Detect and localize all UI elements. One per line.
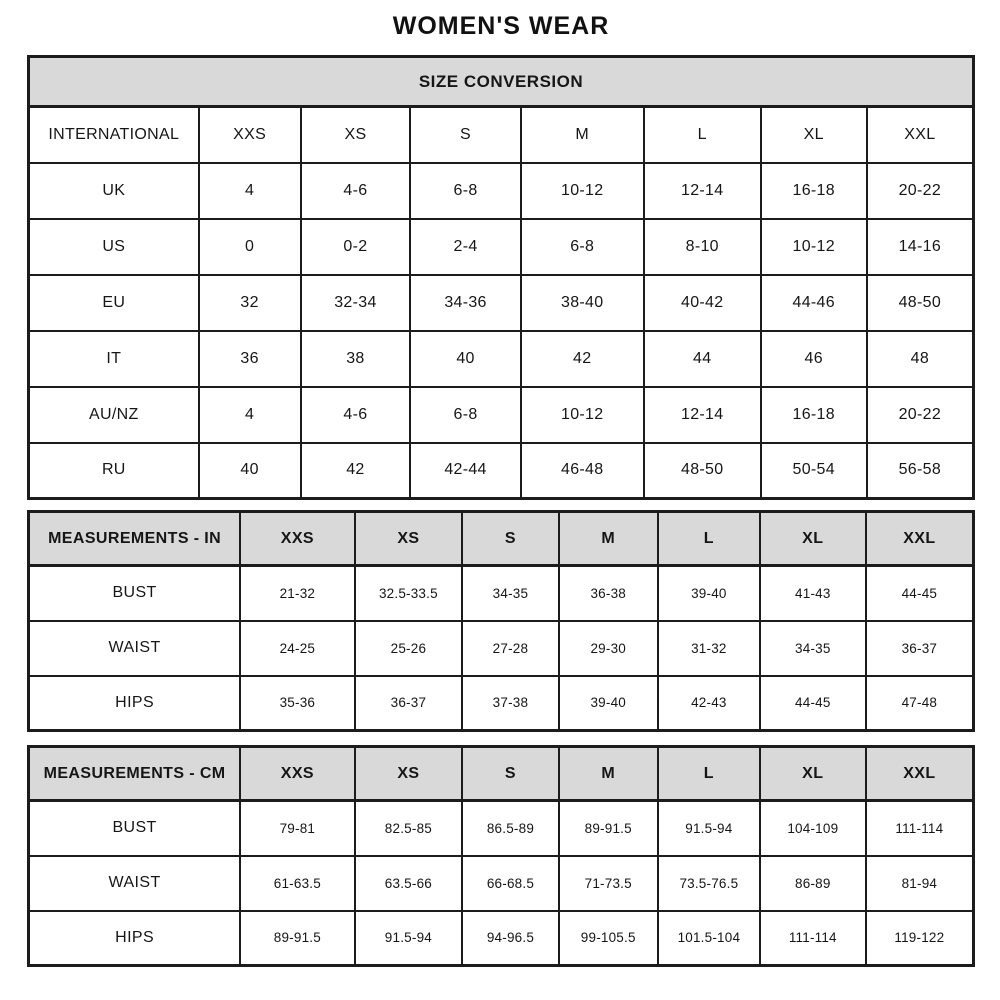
- size-cell: 4-6: [301, 163, 411, 219]
- measurement-cell: 71-73.5: [559, 856, 658, 911]
- measurement-cell: 25-26: [355, 621, 463, 676]
- row-label: RU: [29, 443, 199, 499]
- table-row: [29, 621, 974, 676]
- column-header: XXS: [199, 107, 301, 163]
- measurement-cell: 39-40: [559, 676, 658, 731]
- size-cell: 40: [199, 443, 301, 499]
- size-cell: 32-34: [301, 275, 411, 331]
- measurement-cell: 111-114: [760, 911, 866, 966]
- column-header: XXS: [240, 747, 354, 801]
- measurement-cell: 61-63.5: [240, 856, 354, 911]
- size-cell: 0-2: [301, 219, 411, 275]
- measurement-cell: 91.5-94: [355, 911, 463, 966]
- size-cell: 2-4: [410, 219, 521, 275]
- column-header: XS: [355, 747, 463, 801]
- measurement-cell: 34-35: [760, 621, 866, 676]
- measurement-cell: 81-94: [866, 856, 974, 911]
- measurements-cm-table: [27, 745, 975, 967]
- page-title: WOMEN'S WEAR: [392, 12, 610, 40]
- row-label: BUST: [29, 566, 241, 621]
- measurement-cell: 41-43: [760, 566, 866, 621]
- measurement-cell: 79-81: [240, 801, 354, 856]
- size-cell: 10-12: [521, 387, 644, 443]
- size-cell: 42-44: [410, 443, 521, 499]
- size-cell: 46-48: [521, 443, 644, 499]
- measurement-cell: 82.5-85: [355, 801, 463, 856]
- measurement-cell: 31-32: [658, 621, 760, 676]
- table-row: [29, 801, 974, 856]
- table-row: [29, 331, 974, 387]
- row-label: UK: [29, 163, 199, 219]
- size-cell: 16-18: [761, 387, 867, 443]
- column-header: XL: [760, 512, 866, 566]
- column-header: XS: [301, 107, 411, 163]
- size-cell: 48-50: [644, 443, 761, 499]
- measurement-cell: 91.5-94: [658, 801, 760, 856]
- measurement-cell: 119-122: [866, 911, 974, 966]
- table-row: [29, 219, 974, 275]
- column-header: M: [559, 512, 658, 566]
- column-header: L: [658, 512, 760, 566]
- measurement-cell: 89-91.5: [240, 911, 354, 966]
- size-cell: 16-18: [761, 163, 867, 219]
- size-cell: 56-58: [867, 443, 974, 499]
- size-conversion-table: [27, 55, 975, 500]
- row-label: HIPS: [29, 676, 241, 731]
- measurement-cell: 27-28: [462, 621, 558, 676]
- size-cell: 36: [199, 331, 301, 387]
- size-cell: 44: [644, 331, 761, 387]
- measurement-cell: 36-38: [559, 566, 658, 621]
- size-cell: 8-10: [644, 219, 761, 275]
- row-label: BUST: [29, 801, 241, 856]
- table-row: [29, 443, 974, 499]
- measurement-cell: 63.5-66: [355, 856, 463, 911]
- row-label: IT: [29, 331, 199, 387]
- size-cell: 12-14: [644, 163, 761, 219]
- measurement-cell: 111-114: [866, 801, 974, 856]
- table-row: [29, 747, 974, 801]
- measurement-cell: 86-89: [760, 856, 866, 911]
- measurement-cell: 94-96.5: [462, 911, 558, 966]
- row-label: WAIST: [29, 621, 241, 676]
- measurement-cell: 21-32: [240, 566, 354, 621]
- size-cell: 38: [301, 331, 411, 387]
- measurement-cell: 24-25: [240, 621, 354, 676]
- measurement-cell: 29-30: [559, 621, 658, 676]
- measurement-cell: 47-48: [866, 676, 974, 731]
- column-header: XL: [761, 107, 867, 163]
- measurement-cell: 37-38: [462, 676, 558, 731]
- column-header: L: [644, 107, 761, 163]
- column-header: M: [559, 747, 658, 801]
- size-cell: 20-22: [867, 163, 974, 219]
- size-cell: 50-54: [761, 443, 867, 499]
- measurement-cell: 101.5-104: [658, 911, 760, 966]
- size-cell: 48: [867, 331, 974, 387]
- column-header: XS: [355, 512, 463, 566]
- size-cell: 34-36: [410, 275, 521, 331]
- table-row: [29, 911, 974, 966]
- table-row: [29, 163, 974, 219]
- row-label: HIPS: [29, 911, 241, 966]
- measurement-cell: 34-35: [462, 566, 558, 621]
- measurement-cell: 99-105.5: [559, 911, 658, 966]
- column-header: INTERNATIONAL: [29, 107, 199, 163]
- row-label: EU: [29, 275, 199, 331]
- size-cell: 32: [199, 275, 301, 331]
- measurement-cell: 73.5-76.5: [658, 856, 760, 911]
- size-cell: 6-8: [521, 219, 644, 275]
- measurement-cell: 35-36: [240, 676, 354, 731]
- measurement-cell: 44-45: [866, 566, 974, 621]
- column-header: M: [521, 107, 644, 163]
- size-cell: 12-14: [644, 387, 761, 443]
- size-cell: 44-46: [761, 275, 867, 331]
- measurement-cell: 39-40: [658, 566, 760, 621]
- size-cell: 20-22: [867, 387, 974, 443]
- size-cell: 10-12: [761, 219, 867, 275]
- size-cell: 38-40: [521, 275, 644, 331]
- size-cell: 4: [199, 387, 301, 443]
- column-header: XXL: [866, 512, 974, 566]
- row-label: AU/NZ: [29, 387, 199, 443]
- column-header: S: [462, 747, 558, 801]
- column-header: L: [658, 747, 760, 801]
- size-cell: 4-6: [301, 387, 411, 443]
- size-cell: 4: [199, 163, 301, 219]
- size-cell: 6-8: [410, 387, 521, 443]
- size-cell: 40-42: [644, 275, 761, 331]
- column-header: S: [462, 512, 558, 566]
- table-row: [29, 856, 974, 911]
- measurements-in-header: MEASUREMENTS - IN: [29, 512, 241, 566]
- column-header: XXS: [240, 512, 354, 566]
- column-header: XXL: [866, 747, 974, 801]
- table-row: [29, 107, 974, 163]
- row-label: US: [29, 219, 199, 275]
- measurements-in-table: [27, 510, 975, 732]
- measurement-cell: 86.5-89: [462, 801, 558, 856]
- column-header: XXL: [867, 107, 974, 163]
- size-cell: 46: [761, 331, 867, 387]
- measurement-cell: 42-43: [658, 676, 760, 731]
- table-row: [29, 676, 974, 731]
- measurement-cell: 36-37: [355, 676, 463, 731]
- size-cell: 40: [410, 331, 521, 387]
- size-cell: 10-12: [521, 163, 644, 219]
- table-row: [29, 275, 974, 331]
- measurement-cell: 104-109: [760, 801, 866, 856]
- table-row: [29, 512, 974, 566]
- column-header: S: [410, 107, 521, 163]
- measurement-cell: 44-45: [760, 676, 866, 731]
- table-row: [29, 566, 974, 621]
- size-cell: 48-50: [867, 275, 974, 331]
- measurements-cm-header: MEASUREMENTS - CM: [29, 747, 241, 801]
- row-label: WAIST: [29, 856, 241, 911]
- measurement-cell: 36-37: [866, 621, 974, 676]
- measurement-cell: 32.5-33.5: [355, 566, 463, 621]
- size-conversion-header: SIZE CONVERSION: [29, 57, 974, 107]
- size-cell: 42: [301, 443, 411, 499]
- size-cell: 14-16: [867, 219, 974, 275]
- size-cell: 42: [521, 331, 644, 387]
- size-cell: 6-8: [410, 163, 521, 219]
- size-cell: 0: [199, 219, 301, 275]
- measurement-cell: 89-91.5: [559, 801, 658, 856]
- table-row: [29, 387, 974, 443]
- column-header: XL: [760, 747, 866, 801]
- measurement-cell: 66-68.5: [462, 856, 558, 911]
